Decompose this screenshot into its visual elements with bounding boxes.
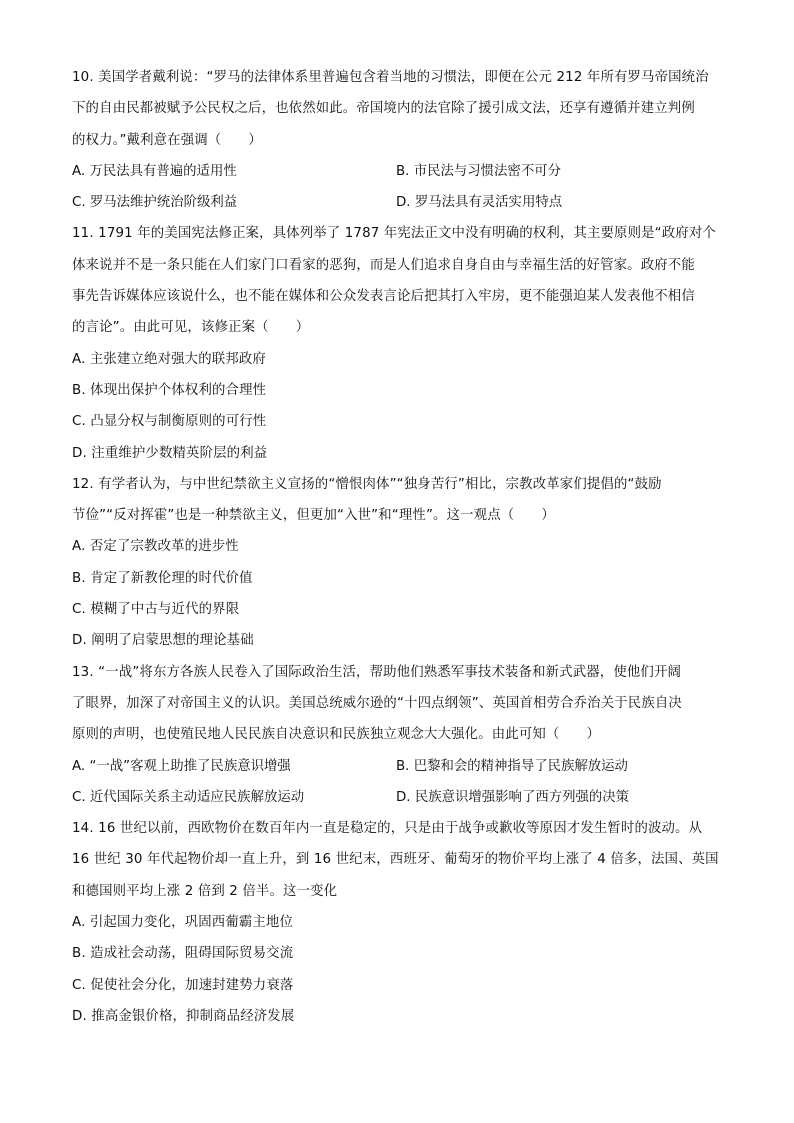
- option-d[interactable]: D. 推高金银价格，抑制商品经济发展: [72, 1008, 295, 1024]
- option-b[interactable]: B. 造成社会动荡，阻碍国际贸易交流: [72, 946, 294, 962]
- option-c[interactable]: C. 近代国际关系主动适应民族解放运动: [72, 789, 305, 805]
- question-10: [72, 62, 728, 218]
- option-c[interactable]: C. 罗马法维护统治阶级利益: [72, 195, 238, 211]
- question-stem-line: 12. 有学者认为，与中世纪禁欲主义宣扬的“憎恨肉体”“独身苦行”相比，宗教改革家们提倡的“鼓励: [72, 476, 662, 492]
- option-d[interactable]: D. 罗马法具有灵活实用特点: [396, 195, 563, 211]
- option-b[interactable]: B. 体现出保护个体权利的合理性: [72, 382, 267, 398]
- option-b[interactable]: B. 市民法与习惯法密不可分: [396, 163, 561, 179]
- question-stem-line: 的言论”。由此可见，该修正案（ ）: [72, 320, 310, 336]
- question-stem-line: 11. 1791 年的美国宪法修正案，具体列举了 1787 年宪法正文中没有明确的权利，其主要原则是“政府对个: [72, 226, 716, 242]
- option-b[interactable]: B. 肯定了新教伦理的时代价值: [72, 570, 253, 586]
- option-c[interactable]: C. 模糊了中古与近代的界限: [72, 602, 240, 618]
- question-stem-line: 了眼界，加深了对帝国主义的认识。美国总统威尔逊的“十四点纲领”、英国首相劳合乔治关于民族自决: [72, 695, 682, 711]
- option-d[interactable]: D. 阐明了启蒙思想的理论基础: [72, 633, 254, 649]
- option-d[interactable]: D. 注重维护少数精英阶层的利益: [72, 445, 268, 461]
- question-stem-line: 节俭”“反对挥霍”也是一种禁欲主义，但更加“入世”和“理性”。这一观点（ ）: [72, 508, 555, 524]
- question-stem-line: 10. 美国学者戴利说：“罗马的法律体系里普遍包含着当地的习惯法，即便在公元 212 年所有罗马帝国统治: [72, 70, 709, 85]
- exam-page: [72, 62, 728, 1032]
- option-a[interactable]: A. “一战”客观上助推了民族意识增强: [72, 758, 291, 774]
- option-a[interactable]: A. 引起国力变化，巩固西葡霸主地位: [72, 915, 293, 931]
- question-12: [72, 469, 728, 657]
- question-stem-line: 16 世纪 30 年代起物价却一直上升，到 16 世纪末，西班牙、葡萄牙的物价平均上涨了 4 倍多，法国、英国: [72, 852, 719, 868]
- question-14: [72, 813, 728, 1032]
- option-a[interactable]: A. 万民法具有普遍的适用性: [72, 163, 237, 179]
- question-stem-line: 体来说并不是一条只能在人们家门口看家的恶狗，而是人们追求自身自由与幸福生活的好管家。政府不能: [72, 257, 695, 273]
- question-stem-line: 和德国则平均上涨 2 倍到 2 倍半。这一变化: [72, 883, 338, 899]
- question-stem-line: 下的自由民都被赋予公民权之后，也依然如此。帝国境内的法官除了援引成文法，还享有遵循并建立判例: [72, 101, 695, 117]
- option-row: [72, 187, 728, 218]
- question-stem-line: 的权力。”戴利意在强调（ ）: [72, 132, 262, 148]
- option-c[interactable]: C. 凸显分权与制衡原则的可行性: [72, 414, 267, 430]
- question-stem-line: 原则的声明，也使殖民地人民民族自决意识和民族独立观念大大强化。由此可知（ ）: [72, 727, 601, 743]
- option-b[interactable]: B. 巴黎和会的精神指导了民族解放运动: [396, 758, 628, 774]
- option-row: [72, 156, 728, 187]
- option-c[interactable]: C. 促使社会分化，加速封建势力衰落: [72, 977, 294, 993]
- option-a[interactable]: A. 主张建立绝对强大的联邦政府: [72, 351, 266, 367]
- option-row: [72, 751, 728, 782]
- option-d[interactable]: D. 民族意识增强影响了西方列强的决策: [396, 789, 630, 805]
- option-row: [72, 782, 728, 813]
- option-a[interactable]: A. 否定了宗教改革的进步性: [72, 539, 239, 555]
- question-stem-line: 14. 16 世纪以前，西欧物价在数百年内一直是稳定的，只是由于战争或歉收等原因才发生暂时的波动。从: [72, 821, 703, 837]
- question-13: [72, 657, 728, 813]
- question-stem-line: 13. “一战”将东方各族人民卷入了国际政治生活，帮助他们熟悉军事技术装备和新式武器，使他们开阔: [72, 664, 682, 680]
- question-stem-line: 事先告诉媒体应该说什么，也不能在媒体和公众发表言论后把其打入牢房，更不能强迫某人发表他不相信: [72, 289, 695, 305]
- question-11: [72, 218, 728, 468]
